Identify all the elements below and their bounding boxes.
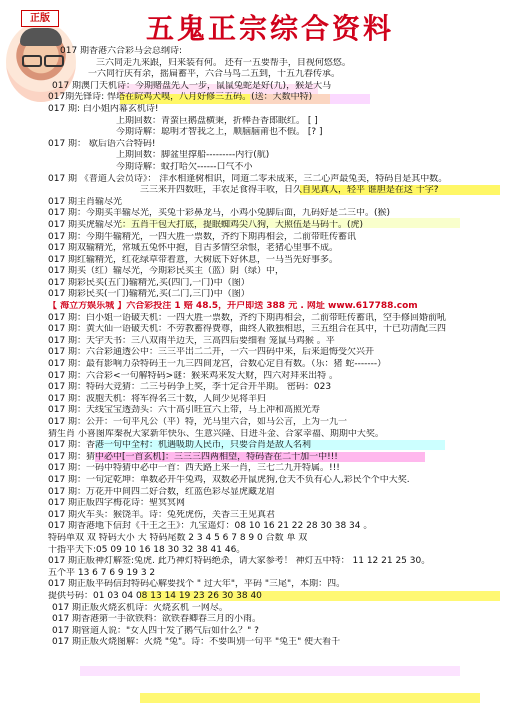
text-line: 017 期香港第一手欲铁料：欲铁春卿春三月的小雨。 — [52, 614, 262, 625]
text-line: 017 期 《普道人会员诗》： 洋水相逢树相识，同道二零未成来，三二心声最兔美，特码自是其中数。 — [48, 173, 448, 184]
text-line: 017 期：一码中特猜中必中一首：西天路上来一肖，三七二九开特属。!!! — [48, 463, 340, 474]
text-line: 017 期香港地下信封《千王之王》：九宝遥灯：08 10 16 21 22 28 30 38 34 。 — [48, 521, 373, 532]
official-badge: 正版 — [21, 10, 59, 27]
text-line: 今期诗解：聪明才智我之上，顺脑脑莆也不假。 [? ] — [116, 127, 323, 138]
text-line: 017 期：天宇天书：三八双雨半边天，三高四后要细看 笼鼠马鸡猴 。平 — [48, 335, 335, 346]
text-line: 上期回数：青蛮巨鹅盘横秉，折棒吾香郎眠红。 [ ] — [116, 115, 318, 126]
text-line: 017 期：白小姐一语破天机：一四大胜一票数，齐约下期再相会，二前带旺传蓄讯，空手修回婚前吼 — [48, 312, 447, 323]
text-line: 上期回数：脚盆里撑船---------内行(航) — [116, 150, 270, 161]
text-line: 017 期： 歇后语六合特码! — [48, 138, 156, 149]
text-line: 017 期：公开：一句平凡公（平）特，光马里六合，如马公言，上为一九一 — [48, 417, 348, 427]
highlight-bar — [80, 666, 460, 676]
text-line: 017 期正版平码信封特码心解要找个 " 过大年"，平码 "三尾"，本期：四。 — [48, 579, 346, 590]
text-line: 017 期：今期买羊输尽光，买兔十彩鼻龙马，小鸡小兔脚后面，九码好是二三中。(猴) — [48, 208, 391, 219]
text-line: 017 期正版神灯解签:兔虎. 此乃神灯特码绝杀，请大家参考！ 神灯五中特： 11 12 21 25 30。 — [48, 556, 431, 567]
text-line: 017 期主肖输尽光 — [48, 196, 123, 207]
text-line: 017 期：香港一句中全村：机遇吸助人民币，只要合肖是敌人名利 — [48, 440, 312, 451]
text-line: 【 海立方娱乐城 】六合彩投注 1 赔 48.5，开户即送 388 元 . 网址 www.617788.com — [48, 301, 418, 312]
text-line: 017 期正版四字梅花诗：聖冥冥网 — [48, 498, 186, 509]
text-line: 017 期：一句定乾坤：单数必开牛兔鸡，双数必开鼠虎狗,仓天不负有心人,彩民个个中大奖. — [48, 474, 410, 485]
text-line: 今期诗解：蚊打哈欠------口气不小 — [116, 161, 253, 172]
highlight-bar — [140, 693, 480, 703]
text-line: 017 期：猜中必中[一首玄机]：三三三四两相望，特码香在二十加一中!!! — [48, 451, 338, 462]
text-line: 017 期彩民买(一门)输精光,买(二门,三门)中（图） — [48, 289, 250, 300]
text-line: 017 期：万花开中间四二好合数，红蓝色彩尽显虎藏龙眉 — [48, 486, 276, 497]
text-line: 一六同行庆有余，摇扁蓄平，六合马鸟二五到，十五九春传承。 — [88, 69, 341, 80]
text-line: 017 期买虎输尽光：五肖干包大打底，提眠蜘鸡尖八狗，大照伍是马码十。(虎) — [48, 219, 364, 230]
text-line: 017 期管道人说："女人四十发了鹅气后如什么？" ? — [52, 625, 259, 636]
text-line: 017 期红输精光，红花绿草带着意，大树底下好休息，一马当先好事多。 — [48, 254, 339, 265]
text-line: 猜生肖 小喜图库秦祝大家新年快乐、生意兴隆、日进斗金、合家幸福、期期中大奖。 — [48, 428, 384, 439]
text-line: 017 期: 白小姐内幕玄机诗! — [48, 103, 159, 114]
text-line: 017 期：今期牛输精光，一四大胜一票数，齐约下期再相会，二前带旺传蓄讯 — [48, 231, 357, 242]
text-line: 五个平 13 6 7 6 9 19 3 2 — [48, 567, 156, 578]
text-line: 017 期正版火烧玄机诗：火烧玄机 一网尽。 — [52, 602, 228, 613]
text-line: 017 期：天线宝宝透劲头：六十高引旺宣六上带，马上冲和高照光寿 — [48, 405, 321, 416]
text-line: 017 期：特码大竞猜：二三号码争上奖，李十定合开半期。 密码：023 — [48, 382, 332, 393]
avatar-hair — [20, 28, 62, 46]
text-line: 三六同走九来跟，归来装有何。 还有一五要帮手，目视何悠悠。 — [96, 57, 351, 68]
text-line: 017 期：六合彩通透公中：三三平出二二开，一六一四码中来，后来追悔受欠兴开 — [48, 347, 375, 358]
text-line: 提供号码：01 03 04 08 13 14 19 23 26 30 38 40 — [48, 590, 262, 601]
page-title: 五鬼正宗综合资料 — [145, 12, 394, 45]
text-line: 017期先锋诗: 悍塔在院鸡犬嗅，八月好修三五码。(送：大数中特) — [48, 92, 313, 103]
text-line: 017 期买（红）输尽光，今期彩民买主（蓝）阴（绿）中， — [48, 266, 285, 277]
text-line: 017 期：波胞天机：将军得名三十数，人间少见将羊归 — [48, 393, 267, 404]
text-line: 017 期：六合彩<一句解特码>谜：猴来鸡来发大财，四六对拜来出特 。 — [48, 370, 338, 381]
text-line: 017 期香港六合彩马会总纲诗: — [60, 46, 183, 56]
text-line: 三三来开四数旺，丰农足食得丰收，日久自见真人，轻平 谁胆是在这 十字? — [140, 185, 439, 196]
text-line: 017 期火车头：猴饶羊。诗：兔死虎伤，关香三王见真君 — [48, 509, 276, 520]
text-line: 017 期正版火烧图解：火烧 "兔"。诗：不要叫别一句平 "兔王" 使大看千 — [52, 637, 341, 648]
text-line: 十指平天下:05 09 10 16 18 30 32 38 41 46。 — [48, 544, 246, 555]
text-line: 017 期：黄大仙一语破天机：不劳教蓄得费尊，曲终人散独相思，三五组合在其中，十已功清配三四 — [48, 324, 447, 335]
text-line: 特码单双 双 特码大小 大 特码尾数 2 3 4 5 6 7 8 9 0 合数 单 双 — [48, 532, 308, 543]
content-area — [0, 46, 521, 649]
text-line: 017 期彩民买(五门)输精光,买(四门,一门)中（图） — [48, 277, 250, 288]
text-line: 017 期：最有影响力杂特码王一九三四间龙宫，合数心定自有数。（乐：猪 蛇-------） — [48, 359, 387, 370]
text-line: 017 期双输精光，常城五兔怀中抱，自古多情空余恨，老猪心里事不成。 — [48, 243, 339, 254]
text-line: 017 期澳门天机诗：今期赌盘先人一步，鼠鼠兔蛇是好(九)，猴是大马 — [52, 80, 332, 91]
